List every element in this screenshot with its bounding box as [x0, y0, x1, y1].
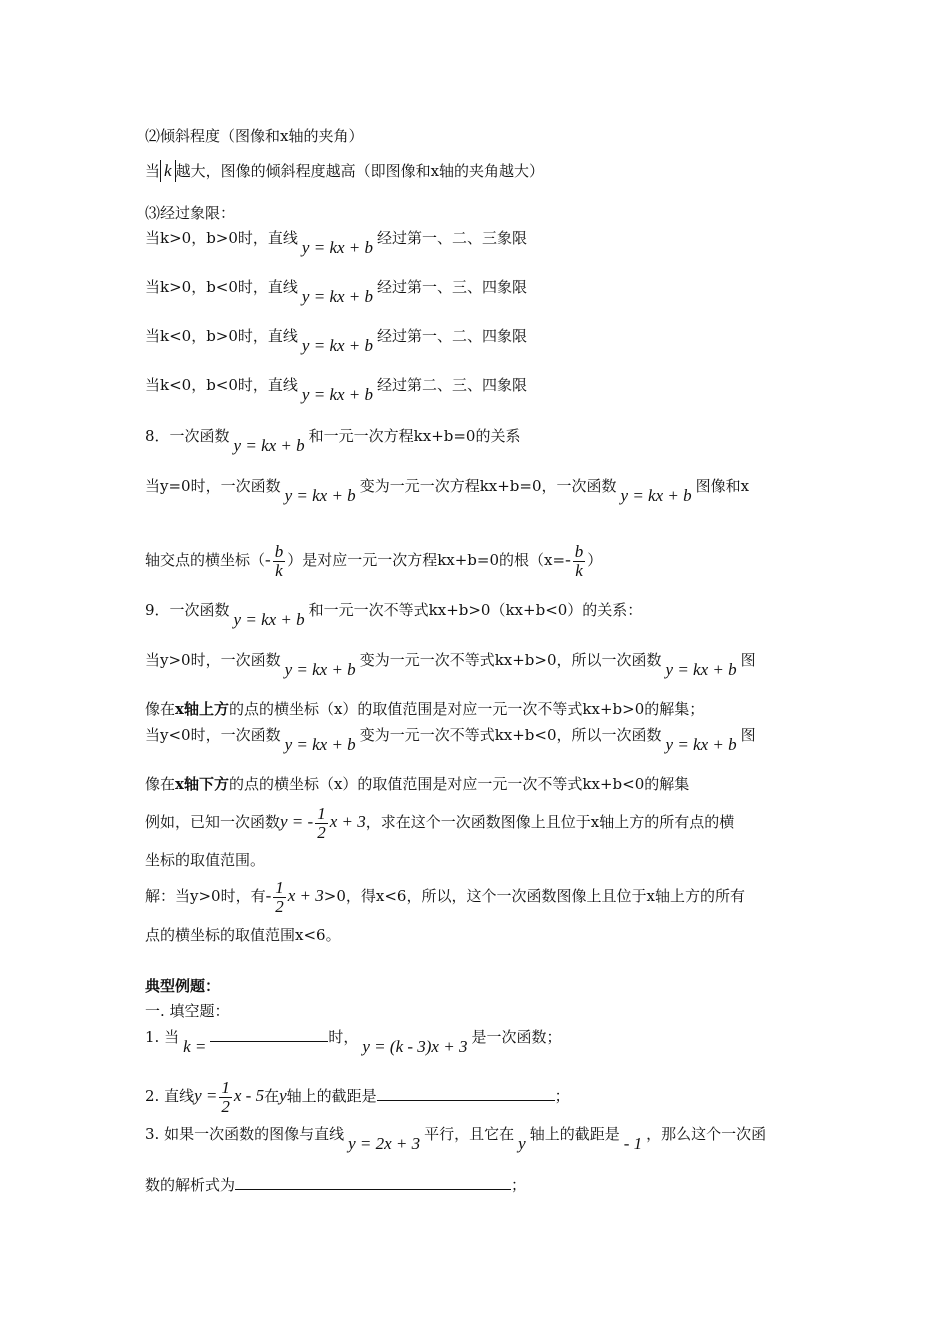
minus-sign: - — [265, 886, 272, 905]
bold-above-x-axis: x轴上方 — [175, 700, 229, 718]
equation: y = kx + b — [233, 610, 305, 629]
s9-title-a: 9．一次函数 — [145, 601, 230, 619]
s9-l2-a: 像在 — [145, 700, 176, 718]
s9-line3 — [145, 725, 756, 754]
equation: y = kx + b — [284, 660, 356, 679]
example-eq-a: y = - — [280, 812, 314, 831]
equation: y = kx + b — [284, 486, 356, 505]
equation: y = kx + b — [665, 660, 737, 679]
s9-line1 — [145, 650, 756, 679]
s8-l2-a: 轴交点的横坐标（ — [145, 551, 266, 569]
question-3 — [145, 1124, 767, 1153]
q1-b: 时， — [328, 1028, 359, 1046]
s8-l1-c: 图像和x — [695, 477, 750, 495]
q2-y: y — [279, 1086, 287, 1105]
answer-blank[interactable] — [210, 1025, 328, 1042]
example-l1-b: ，求在这个一次函数图像上且位于x轴上方的所有点的横 — [365, 813, 735, 831]
frac-num: 1 — [275, 877, 284, 897]
q1-eq: y = (k - 3)x + 3 — [362, 1037, 468, 1056]
q3-a: 3. 如果一次函数的图像与直线 — [145, 1125, 345, 1143]
frac-num: b — [574, 541, 584, 561]
quadrant-row — [145, 228, 528, 257]
example-l3-b: >0，得x<6，所以，这个一次函数图像上且位于x轴上方的所有 — [323, 887, 745, 905]
q2-eq-a: y = — [194, 1086, 218, 1105]
frac-den: k — [575, 560, 583, 580]
quadrant-result: 经过第一、二、三象限 — [377, 229, 528, 247]
s9-line2 — [145, 699, 704, 719]
quadrant-result: 经过第一、二、四象限 — [377, 327, 528, 345]
s9-l1-a: 当y>0时，一次函数 — [145, 651, 281, 669]
example-line2: 坐标的取值范围。 — [145, 851, 266, 869]
frac-num: 1 — [221, 1077, 230, 1097]
frac-den: k — [275, 560, 283, 580]
frac-den: 2 — [317, 822, 326, 842]
fraction-one-half — [315, 805, 328, 842]
quadrant-cond: 当k>0，b<0时，直线 — [145, 278, 298, 296]
typical-title: 典型例题： — [145, 977, 221, 995]
example-eq-b: x + 3 — [329, 812, 366, 831]
s9-l4-a: 像在 — [145, 775, 176, 793]
s8-title-a: 8．一次函数 — [145, 427, 230, 445]
s8-l1-a: 当y=0时，一次函数 — [145, 477, 281, 495]
q1-k: k = — [183, 1037, 207, 1056]
s9-l1-b: 变为一元一次不等式kx+b>0，所以一次函数 — [359, 651, 662, 669]
minus-sign: - — [565, 550, 571, 569]
slope-text: 越大，图像的倾斜程度越高（即图像和x轴的夹角越大） — [175, 162, 545, 180]
quadrant-row — [145, 326, 528, 355]
quadrant-cond: 当k>0，b>0时，直线 — [145, 229, 298, 247]
q2-b: 在 — [264, 1087, 280, 1105]
q2-a: 2. 直线 — [145, 1087, 195, 1105]
quadrant-row — [145, 375, 528, 404]
equation: y = kx + b — [301, 385, 374, 404]
frac-den: 2 — [221, 1096, 230, 1116]
fraction-one-half — [219, 1079, 232, 1116]
frac-den: 2 — [275, 896, 284, 916]
q3-c: 轴上的截距是 — [529, 1125, 620, 1143]
example-l1-a: 例如，已知一次函数 — [145, 813, 281, 831]
equation: y = kx + b — [301, 336, 374, 355]
slope-title: ⑵倾斜程度（图像和x轴的夹角） — [145, 127, 364, 145]
fraction-b-over-k — [573, 543, 586, 580]
bold-below-x-axis: x轴下方 — [175, 775, 229, 793]
example-line1 — [145, 800, 734, 844]
example-line3 — [145, 874, 745, 918]
frac-num: 1 — [317, 803, 326, 823]
minus-sign: - — [265, 550, 271, 569]
q2-c: 轴上的截距是 — [286, 1087, 377, 1105]
s8-line1 — [145, 476, 750, 505]
answer-blank[interactable] — [235, 1173, 511, 1190]
q3-b: 平行，且它在 — [424, 1125, 515, 1143]
quadrant-result: 经过第一、三、四象限 — [377, 278, 528, 296]
s9-l3-b: 变为一元一次不等式kx+b<0，所以一次函数 — [359, 726, 662, 744]
fraction-b-over-k — [273, 543, 286, 580]
s9-l2-b: 的点的横坐标（x）的取值范围是对应一元一次不等式kx+b>0的解集； — [228, 700, 705, 718]
equation: y = kx + b — [233, 436, 305, 455]
s9-l3-c: 图 — [740, 726, 756, 744]
fill-in-section: 一. 填空题： — [145, 1002, 230, 1020]
quadrant-row — [145, 277, 528, 306]
q1-a: 1. 当 — [145, 1028, 180, 1046]
s9-l1-c: 图 — [740, 651, 756, 669]
fraction-one-half — [273, 879, 286, 916]
s8-l2-b: ）是对应一元一次方程kx+b=0的根（x= — [287, 551, 566, 569]
slope-line — [145, 160, 544, 182]
q3-e: 数的解析式为 — [145, 1176, 236, 1194]
s8-title — [145, 426, 521, 455]
s8-title-b: 和一元一次方程kx+b=0的关系 — [308, 427, 521, 445]
question-2 — [145, 1074, 570, 1118]
example-l3-eq: x + 3 — [287, 886, 324, 905]
q3-d: ，那么这个一次函 — [646, 1125, 767, 1143]
q3-y: y — [518, 1134, 526, 1153]
s8-line2 — [145, 538, 602, 582]
equation: y = kx + b — [620, 486, 692, 505]
abs-k: k — [160, 160, 176, 182]
slope-pre: 当 — [145, 162, 161, 180]
question-3-cont — [145, 1173, 526, 1195]
s9-title — [145, 600, 643, 629]
quadrant-cond: 当k<0，b>0时，直线 — [145, 327, 298, 345]
equation: y = kx + b — [301, 287, 374, 306]
example-l3-a: 解：当y>0时，有 — [145, 887, 266, 905]
q1-c: 是一次函数； — [471, 1028, 562, 1046]
s9-line4 — [145, 774, 689, 794]
frac-num: b — [274, 541, 284, 561]
quadrant-cond: 当k<0，b<0时，直线 — [145, 376, 298, 394]
answer-blank[interactable] — [377, 1084, 555, 1101]
s8-l1-b: 变为一元一次方程kx+b=0，一次函数 — [359, 477, 617, 495]
q3-val: - 1 — [623, 1134, 643, 1153]
q3-f: ； — [511, 1176, 527, 1194]
q3-eq: y = 2x + 3 — [348, 1134, 421, 1153]
q2-eq-b: x - 5 — [233, 1086, 265, 1105]
q2-d: ； — [554, 1087, 570, 1105]
example-line4: 点的横坐标的取值范围x<6。 — [145, 926, 341, 944]
equation: y = kx + b — [301, 238, 374, 257]
quadrant-result: 经过第二、三、四象限 — [377, 376, 528, 394]
s9-title-b: 和一元一次不等式kx+b>0（kx+b<0）的关系： — [308, 601, 643, 619]
s9-l3-a: 当y<0时，一次函数 — [145, 726, 281, 744]
quadrants-title: ⑶经过象限： — [145, 204, 236, 222]
equation: y = kx + b — [284, 735, 356, 754]
equation: y = kx + b — [665, 735, 737, 754]
s8-l2-c: ） — [587, 551, 603, 569]
s9-l4-b: 的点的横坐标（x）的取值范围是对应一元一次不等式kx+b<0的解集 — [228, 775, 690, 793]
question-1 — [145, 1025, 562, 1056]
